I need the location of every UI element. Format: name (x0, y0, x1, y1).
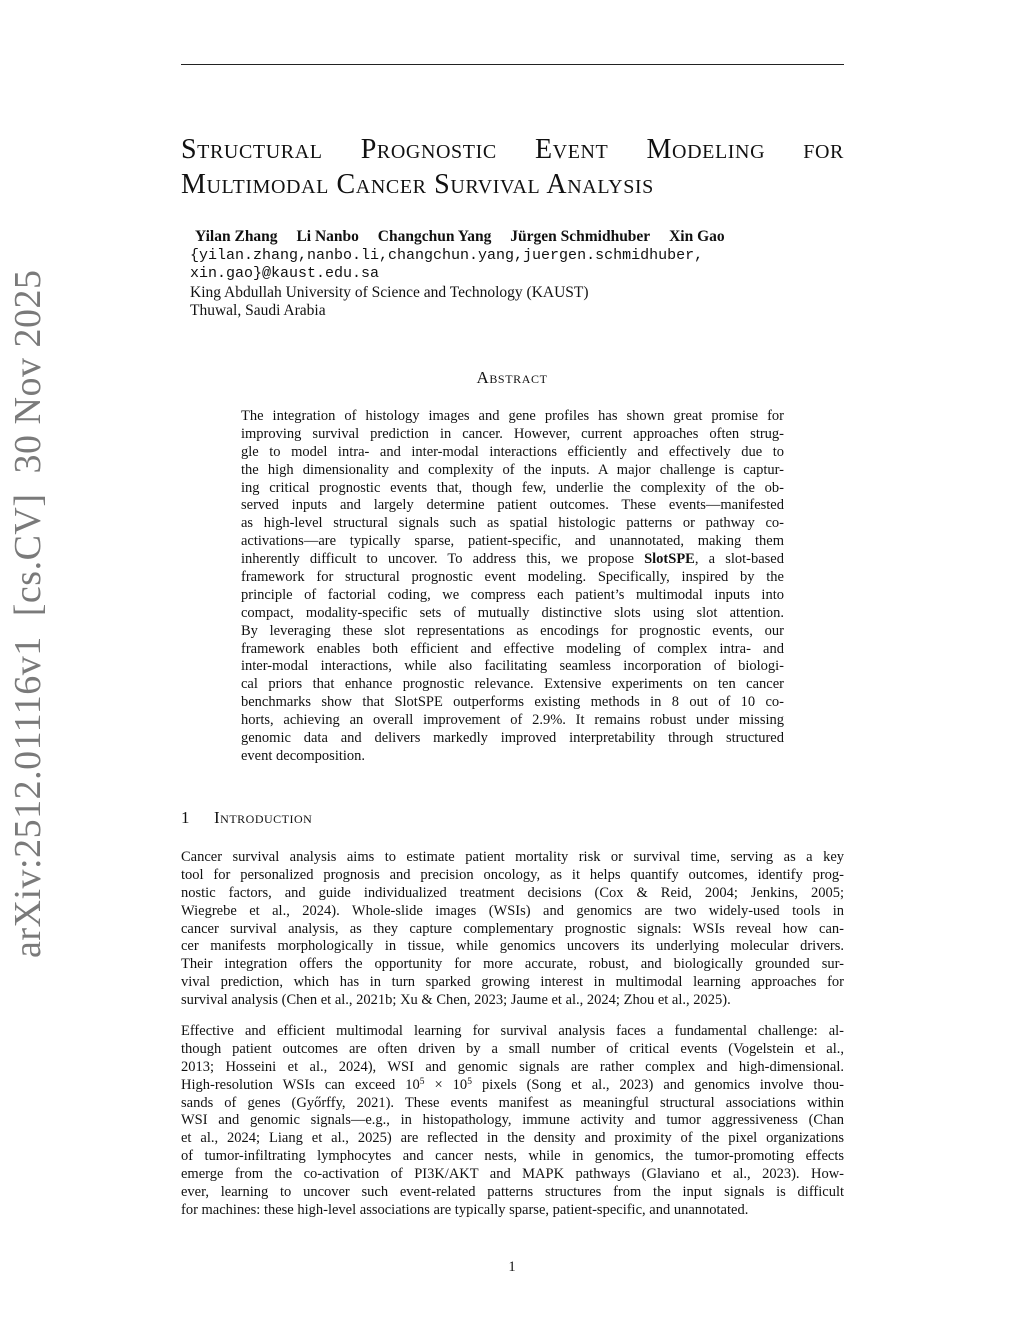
paragraph-line: 2013; Hosseini et al., 2024), WSI and genomic signals are rather complex and high-dimensional. (181, 1058, 844, 1075)
title-line-2: Multimodal Cancer Survival Analysis (181, 169, 654, 200)
exponent: 5 (419, 1076, 425, 1087)
header-rule (181, 64, 844, 65)
abstract-line: inter-modal interactions, while also facilitating seamless incorporation of biologi- (241, 658, 784, 675)
exponent: 5 (467, 1076, 472, 1087)
section-number: 1 (181, 808, 190, 827)
author-emails (190, 247, 703, 283)
paragraph-line: Effective and efficient multimodal learning for survival analysis faces a fundamental challenge: al- (181, 1023, 844, 1039)
paragraph-line: survival analysis (Chen et al., 2021b; Xu & Chen, 2023; Jaume et al., 2024; Zhou et al., 2025). (181, 992, 731, 1009)
email-line-2: xin.gao}@kaust.edu.sa (190, 265, 380, 282)
page-number: 1 (508, 1259, 516, 1275)
paragraph-line: cancer survival analysis, as they capture complementary prognostic signals: WSIs reveal how can- (181, 920, 844, 937)
abstract-line: compact, modality-specific sets of mutually distinctive slots using slot attention. (241, 604, 784, 621)
abstract-line: framework enables both efficient and effective modeling of complex intra- and (241, 640, 784, 657)
abstract-line: the high dimensionality and complexity of the inputs. A major challenge is captur- (241, 461, 784, 478)
paragraph-line: nostic factors, and guide individualized treatment decisions (Cox & Reid, 2004; Jenkins, 2005; (181, 884, 844, 901)
arxiv-category: [cs.CV] (7, 493, 49, 617)
abstract-text: inherently difficult to uncover. To address this, we propose (241, 551, 645, 568)
abstract-body (241, 408, 784, 766)
paragraph-line: for machines: these high-level associations are typically sparse, patient-specific, and unannotated. (181, 1201, 749, 1218)
paragraph-line: tool for personalized prognosis and precision oncology, as it helps quantify outcomes, identify prog- (181, 866, 844, 883)
author: Jürgen Schmidhuber (510, 228, 651, 245)
paragraph-line-with-math (181, 1077, 844, 1095)
paragraph-line: et al., 2024; Liang et al., 2025) are reflected in the density and proximity of the pixel organizations (181, 1130, 844, 1147)
abstract-line-method (241, 551, 784, 569)
abstract-line: principle of factorial coding, we compress each patient’s multimodal inputs into (241, 586, 784, 603)
abstract-line: horts, achieving an overall improvement of 2.9%. It remains robust under missing (241, 712, 784, 729)
arxiv-date: 30 Nov 2025 (7, 269, 49, 474)
section-title: Introduction (214, 808, 313, 827)
arxiv-stamp (6, 250, 50, 958)
title-line-1: Structural Prognostic Event Modeling for (181, 134, 844, 165)
paragraph-text: × 10 (424, 1076, 468, 1093)
author: Yilan Zhang (195, 228, 278, 245)
affiliation-location: Thuwal, Saudi Arabia (190, 302, 326, 319)
abstract-line: served inputs and largely determine patient outcomes. These events—manifested (241, 497, 784, 514)
intro-paragraph-1 (181, 849, 844, 1010)
method-name: SlotSPE (644, 551, 695, 568)
author: Li Nanbo (296, 228, 359, 245)
paragraph-line: Their integration offers the opportunity for more accurate, robust, and biologically grounded sur- (181, 956, 844, 973)
paragraph-line: Cancer survival analysis aims to estimate patient mortality risk or survival time, serving as a key (181, 849, 844, 865)
abstract-line: By leveraging these slot representations as encodings for prognostic events, our (241, 622, 784, 639)
email-line-1: {yilan.zhang,nanbo.li,changchun.yang,juergen.schmidhuber, (190, 247, 704, 264)
author-list (195, 228, 740, 246)
paragraph-line: cer manifests morphologically in tissue, while genomics uncovers its underlying molecular drivers. (181, 938, 844, 955)
abstract-line: as high-level structural signals such as spatial histologic patterns or pathway co- (241, 515, 784, 532)
intro-paragraph-2 (181, 1023, 844, 1220)
section-heading-introduction (181, 808, 312, 828)
abstract-line: The integration of histology images and gene profiles has shown great promise for (241, 408, 784, 424)
abstract-heading: Abstract (476, 368, 548, 387)
affiliation-institution: King Abdullah University of Science and Technology (KAUST) (190, 284, 589, 301)
paragraph-line: sands of genes (Győrffy, 2021). These events manifest as meaningful structural associations within (181, 1094, 844, 1111)
paragraph-text: High-resolution WSIs can exceed 10 (181, 1076, 420, 1093)
paper-title (181, 132, 844, 202)
abstract-text: , a slot-based (694, 551, 784, 568)
affiliation (190, 284, 589, 320)
abstract-line: cal priors that enhance prognostic relevance. Extensive experiments on ten cancer (241, 676, 784, 693)
abstract-line: genomic data and delivers markedly improved interpretability through structured (241, 730, 784, 747)
paragraph-line: emerge from the co-activation of PI3K/AKT and MAPK pathways (Glaviano et al., 2023). How- (181, 1166, 844, 1183)
abstract-line: improving survival prediction in cancer. However, current approaches often strug- (241, 425, 784, 442)
paragraph-line: of tumor-infiltrating lymphocytes and cancer nests, while in genomics, the tumor-promoting effects (181, 1148, 844, 1165)
paragraph-line: ever, learning to uncover such event-related patterns structures from the input signals is difficult (181, 1184, 844, 1201)
abstract-line: gle to model intra- and inter-modal interactions efficiently and effectively due to (241, 443, 784, 460)
paragraph-line: vival prediction, which has in turn sparked growing interest in multimodal learning approaches for (181, 974, 844, 991)
author: Changchun Yang (377, 228, 492, 245)
abstract-line: ing critical prognostic events that, though few, underlie the complexity of the ob- (241, 479, 784, 496)
abstract-line: benchmarks show that SlotSPE outperforms existing methods in 8 out of 10 co- (241, 694, 784, 711)
paragraph-line: WSI and genomic signals—e.g., in histopathology, immune activity and tumor aggressiveness (Chan (181, 1112, 844, 1129)
paragraph-text: pixels (Song et al., 2023) and genomics involve thou- (471, 1076, 844, 1093)
author: Xin Gao (669, 228, 725, 245)
abstract-line: activations—are typically sparse, patient-specific, and unannotated, making them (241, 533, 784, 550)
arxiv-id: arXiv:2512.01116v1 (7, 636, 49, 958)
abstract-line: event decomposition. (241, 747, 366, 764)
paragraph-line: Wiegrebe et al., 2024). Whole-slide images (WSIs) and genomics are two widely-used tools in (181, 902, 844, 919)
paragraph-line: though patient outcomes are often driven by a small number of critical events (Vogelstein et al., (181, 1040, 844, 1057)
abstract-line: framework for structural prognostic event modeling. Specifically, inspired by the (241, 569, 784, 586)
